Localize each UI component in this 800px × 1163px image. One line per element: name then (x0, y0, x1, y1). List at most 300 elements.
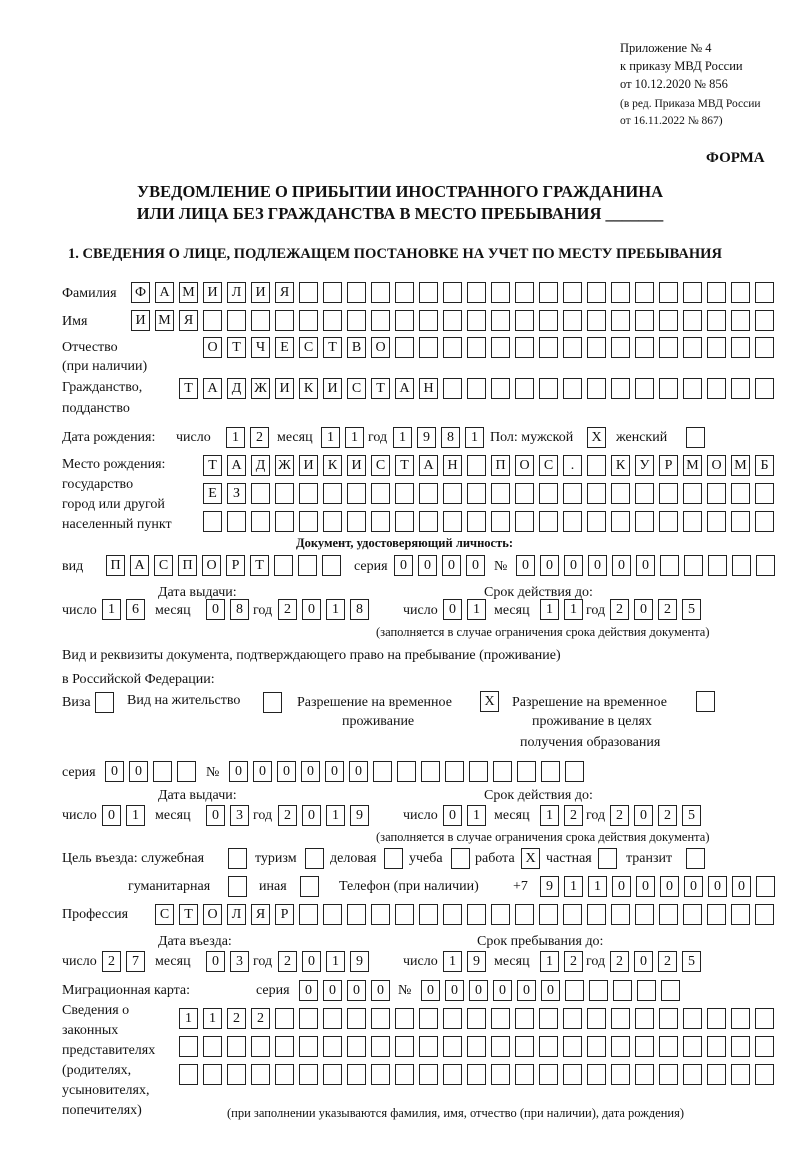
char-box[interactable]: 0 (445, 980, 464, 1001)
char-box[interactable] (731, 1008, 750, 1029)
char-box[interactable] (756, 555, 775, 576)
char-box[interactable] (611, 310, 630, 331)
char-box[interactable]: X (587, 427, 606, 448)
char-box[interactable]: М (683, 455, 702, 476)
char-box[interactable] (491, 378, 510, 399)
char-box[interactable] (275, 1064, 294, 1085)
char-box[interactable]: Я (275, 282, 294, 303)
char-box[interactable]: 3 (230, 951, 249, 972)
char-box[interactable]: С (539, 455, 558, 476)
char-box[interactable] (299, 282, 318, 303)
char-box[interactable] (731, 1036, 750, 1057)
char-box[interactable] (731, 282, 750, 303)
char-box[interactable] (469, 761, 488, 782)
char-box[interactable] (419, 1064, 438, 1085)
char-box[interactable] (371, 904, 390, 925)
char-box[interactable] (611, 1036, 630, 1057)
char-box[interactable]: Я (179, 310, 198, 331)
char-box[interactable]: 1 (203, 1008, 222, 1029)
char-box[interactable] (659, 337, 678, 358)
char-box[interactable]: Т (203, 455, 222, 476)
char-box[interactable] (323, 282, 342, 303)
char-box[interactable] (587, 337, 606, 358)
char-box[interactable] (95, 692, 114, 713)
char-box[interactable]: Д (227, 378, 246, 399)
char-box[interactable]: 0 (636, 876, 655, 897)
char-box[interactable]: 1 (326, 951, 345, 972)
char-box[interactable]: 0 (323, 980, 342, 1001)
char-box[interactable] (686, 848, 705, 869)
char-box[interactable]: 0 (277, 761, 296, 782)
char-box[interactable] (491, 1036, 510, 1057)
char-box[interactable] (732, 555, 751, 576)
char-box[interactable] (539, 1036, 558, 1057)
char-box[interactable] (227, 511, 246, 532)
char-box[interactable] (707, 1036, 726, 1057)
char-box[interactable] (659, 483, 678, 504)
char-box[interactable]: 0 (517, 980, 536, 1001)
char-box[interactable] (539, 511, 558, 532)
char-box[interactable]: Е (203, 483, 222, 504)
char-box[interactable] (598, 848, 617, 869)
char-box[interactable] (611, 904, 630, 925)
char-box[interactable] (467, 282, 486, 303)
char-box[interactable] (395, 904, 414, 925)
char-box[interactable]: 2 (610, 599, 629, 620)
char-box[interactable]: 9 (350, 805, 369, 826)
char-box[interactable]: А (227, 455, 246, 476)
char-box[interactable] (467, 483, 486, 504)
char-box[interactable]: 8 (441, 427, 460, 448)
char-box[interactable] (275, 483, 294, 504)
char-box[interactable] (563, 1064, 582, 1085)
char-box[interactable] (731, 378, 750, 399)
char-box[interactable]: 2 (658, 599, 677, 620)
char-box[interactable]: 0 (516, 555, 535, 576)
char-box[interactable] (419, 1036, 438, 1057)
char-box[interactable] (228, 876, 247, 897)
char-box[interactable] (445, 761, 464, 782)
char-box[interactable] (515, 1008, 534, 1029)
char-box[interactable] (587, 378, 606, 399)
char-box[interactable]: 1 (443, 951, 462, 972)
char-box[interactable] (203, 1064, 222, 1085)
char-box[interactable]: М (731, 455, 750, 476)
char-box[interactable]: О (203, 337, 222, 358)
char-box[interactable] (323, 1064, 342, 1085)
char-box[interactable]: М (179, 282, 198, 303)
char-box[interactable] (563, 904, 582, 925)
char-box[interactable] (419, 511, 438, 532)
char-box[interactable] (515, 310, 534, 331)
char-box[interactable]: К (299, 378, 318, 399)
char-box[interactable]: 9 (467, 951, 486, 972)
char-box[interactable] (611, 483, 630, 504)
char-box[interactable]: 0 (302, 951, 321, 972)
char-box[interactable]: 1 (540, 599, 559, 620)
char-box[interactable] (371, 282, 390, 303)
char-box[interactable]: 0 (636, 555, 655, 576)
char-box[interactable] (539, 483, 558, 504)
char-box[interactable] (660, 555, 679, 576)
char-box[interactable] (323, 511, 342, 532)
char-box[interactable] (299, 483, 318, 504)
char-box[interactable] (539, 1064, 558, 1085)
char-box[interactable]: 0 (229, 761, 248, 782)
char-box[interactable] (491, 1064, 510, 1085)
char-box[interactable]: Т (179, 378, 198, 399)
char-box[interactable] (515, 904, 534, 925)
char-box[interactable] (635, 1008, 654, 1029)
char-box[interactable] (635, 511, 654, 532)
char-box[interactable] (443, 511, 462, 532)
char-box[interactable]: Н (443, 455, 462, 476)
char-box[interactable]: 1 (226, 427, 245, 448)
char-box[interactable] (587, 282, 606, 303)
char-box[interactable] (515, 378, 534, 399)
char-box[interactable] (299, 310, 318, 331)
char-box[interactable]: 0 (469, 980, 488, 1001)
char-box[interactable]: 0 (302, 599, 321, 620)
char-box[interactable]: А (203, 378, 222, 399)
char-box[interactable] (539, 904, 558, 925)
char-box[interactable]: 0 (541, 980, 560, 1001)
char-box[interactable]: 0 (206, 599, 225, 620)
char-box[interactable] (395, 282, 414, 303)
char-box[interactable] (323, 1036, 342, 1057)
char-box[interactable] (541, 761, 560, 782)
char-box[interactable]: 2 (251, 1008, 270, 1029)
char-box[interactable]: С (299, 337, 318, 358)
char-box[interactable] (347, 1008, 366, 1029)
char-box[interactable]: 9 (350, 951, 369, 972)
char-box[interactable] (371, 511, 390, 532)
char-box[interactable] (563, 378, 582, 399)
char-box[interactable] (227, 1064, 246, 1085)
char-box[interactable] (587, 1036, 606, 1057)
char-box[interactable] (491, 904, 510, 925)
char-box[interactable] (635, 337, 654, 358)
char-box[interactable] (305, 848, 324, 869)
char-box[interactable] (443, 1008, 462, 1029)
char-box[interactable]: К (323, 455, 342, 476)
char-box[interactable] (611, 1008, 630, 1029)
char-box[interactable]: 0 (660, 876, 679, 897)
char-box[interactable]: О (371, 337, 390, 358)
char-box[interactable] (686, 427, 705, 448)
char-box[interactable]: А (155, 282, 174, 303)
char-box[interactable]: А (130, 555, 149, 576)
char-box[interactable] (659, 282, 678, 303)
char-box[interactable] (755, 282, 774, 303)
char-box[interactable] (613, 980, 632, 1001)
char-box[interactable] (565, 980, 584, 1001)
char-box[interactable]: 0 (421, 980, 440, 1001)
char-box[interactable] (228, 848, 247, 869)
char-box[interactable]: 1 (326, 805, 345, 826)
char-box[interactable] (443, 282, 462, 303)
char-box[interactable]: И (203, 282, 222, 303)
char-box[interactable]: Ж (275, 455, 294, 476)
char-box[interactable] (731, 310, 750, 331)
char-box[interactable] (611, 511, 630, 532)
char-box[interactable]: 0 (588, 555, 607, 576)
char-box[interactable] (755, 1036, 774, 1057)
char-box[interactable] (587, 310, 606, 331)
char-box[interactable] (467, 511, 486, 532)
char-box[interactable] (467, 337, 486, 358)
char-box[interactable] (587, 1008, 606, 1029)
char-box[interactable] (539, 337, 558, 358)
char-box[interactable] (347, 483, 366, 504)
char-box[interactable] (707, 904, 726, 925)
char-box[interactable] (683, 904, 702, 925)
char-box[interactable] (587, 904, 606, 925)
char-box[interactable] (323, 1008, 342, 1029)
char-box[interactable]: 0 (302, 805, 321, 826)
char-box[interactable]: 1 (564, 876, 583, 897)
char-box[interactable] (755, 378, 774, 399)
char-box[interactable]: Ч (251, 337, 270, 358)
char-box[interactable] (539, 282, 558, 303)
char-box[interactable] (395, 310, 414, 331)
char-box[interactable]: 1 (540, 805, 559, 826)
char-box[interactable]: 0 (129, 761, 148, 782)
char-box[interactable] (611, 378, 630, 399)
char-box[interactable]: С (154, 555, 173, 576)
char-box[interactable] (683, 310, 702, 331)
char-box[interactable] (384, 848, 403, 869)
char-box[interactable]: 0 (253, 761, 272, 782)
char-box[interactable] (347, 1064, 366, 1085)
char-box[interactable] (251, 1036, 270, 1057)
char-box[interactable] (589, 980, 608, 1001)
char-box[interactable]: 1 (126, 805, 145, 826)
char-box[interactable] (275, 1036, 294, 1057)
char-box[interactable]: 0 (634, 805, 653, 826)
char-box[interactable]: 2 (658, 951, 677, 972)
char-box[interactable]: В (347, 337, 366, 358)
char-box[interactable] (563, 310, 582, 331)
char-box[interactable]: И (299, 455, 318, 476)
char-box[interactable]: 0 (443, 805, 462, 826)
char-box[interactable] (683, 511, 702, 532)
char-box[interactable]: 1 (345, 427, 364, 448)
char-box[interactable]: 5 (682, 805, 701, 826)
char-box[interactable]: 0 (442, 555, 461, 576)
char-box[interactable] (443, 337, 462, 358)
char-box[interactable]: Н (419, 378, 438, 399)
char-box[interactable] (251, 1064, 270, 1085)
char-box[interactable] (707, 1064, 726, 1085)
char-box[interactable] (659, 378, 678, 399)
char-box[interactable] (683, 282, 702, 303)
char-box[interactable]: 0 (466, 555, 485, 576)
char-box[interactable] (275, 1008, 294, 1029)
char-box[interactable] (683, 1036, 702, 1057)
char-box[interactable] (177, 761, 196, 782)
char-box[interactable] (563, 1036, 582, 1057)
char-box[interactable]: 1 (540, 951, 559, 972)
char-box[interactable] (587, 483, 606, 504)
char-box[interactable] (275, 310, 294, 331)
char-box[interactable] (515, 1064, 534, 1085)
char-box[interactable]: Т (227, 337, 246, 358)
char-box[interactable] (371, 1008, 390, 1029)
char-box[interactable] (203, 1036, 222, 1057)
char-box[interactable]: 0 (206, 805, 225, 826)
char-box[interactable] (443, 310, 462, 331)
char-box[interactable]: 2 (250, 427, 269, 448)
char-box[interactable] (635, 378, 654, 399)
char-box[interactable]: 0 (299, 980, 318, 1001)
char-box[interactable]: 2 (227, 1008, 246, 1029)
char-box[interactable] (491, 337, 510, 358)
char-box[interactable] (347, 1036, 366, 1057)
char-box[interactable] (251, 483, 270, 504)
char-box[interactable] (635, 904, 654, 925)
char-box[interactable] (659, 1008, 678, 1029)
char-box[interactable] (659, 511, 678, 532)
char-box[interactable]: Ф (131, 282, 150, 303)
char-box[interactable]: 7 (126, 951, 145, 972)
char-box[interactable]: 0 (634, 599, 653, 620)
char-box[interactable]: Р (659, 455, 678, 476)
char-box[interactable] (251, 310, 270, 331)
char-box[interactable]: 2 (278, 599, 297, 620)
char-box[interactable]: О (707, 455, 726, 476)
char-box[interactable] (491, 483, 510, 504)
char-box[interactable] (756, 876, 775, 897)
char-box[interactable]: Б (755, 455, 774, 476)
char-box[interactable] (227, 310, 246, 331)
char-box[interactable]: 0 (612, 555, 631, 576)
char-box[interactable] (491, 511, 510, 532)
char-box[interactable] (635, 282, 654, 303)
char-box[interactable]: 0 (540, 555, 559, 576)
char-box[interactable] (371, 310, 390, 331)
char-box[interactable]: О (203, 904, 222, 925)
char-box[interactable] (611, 337, 630, 358)
char-box[interactable]: 1 (588, 876, 607, 897)
char-box[interactable] (637, 980, 656, 1001)
char-box[interactable] (227, 1036, 246, 1057)
char-box[interactable] (755, 483, 774, 504)
char-box[interactable]: 0 (708, 876, 727, 897)
char-box[interactable]: 1 (467, 599, 486, 620)
char-box[interactable] (179, 1064, 198, 1085)
char-box[interactable]: 9 (417, 427, 436, 448)
char-box[interactable] (275, 511, 294, 532)
char-box[interactable] (299, 904, 318, 925)
char-box[interactable]: 0 (634, 951, 653, 972)
char-box[interactable] (251, 511, 270, 532)
char-box[interactable]: 2 (564, 951, 583, 972)
char-box[interactable]: Т (250, 555, 269, 576)
char-box[interactable] (635, 1064, 654, 1085)
char-box[interactable] (467, 1064, 486, 1085)
char-box[interactable]: 9 (540, 876, 559, 897)
char-box[interactable]: П (178, 555, 197, 576)
char-box[interactable] (661, 980, 680, 1001)
char-box[interactable]: И (251, 282, 270, 303)
char-box[interactable] (419, 337, 438, 358)
char-box[interactable] (179, 1036, 198, 1057)
char-box[interactable] (419, 483, 438, 504)
char-box[interactable] (563, 511, 582, 532)
char-box[interactable] (467, 1036, 486, 1057)
char-box[interactable]: 8 (230, 599, 249, 620)
char-box[interactable] (395, 1064, 414, 1085)
char-box[interactable] (659, 1036, 678, 1057)
char-box[interactable] (395, 483, 414, 504)
char-box[interactable] (347, 310, 366, 331)
char-box[interactable] (299, 1036, 318, 1057)
char-box[interactable] (731, 904, 750, 925)
char-box[interactable]: 0 (102, 805, 121, 826)
char-box[interactable] (683, 1064, 702, 1085)
char-box[interactable]: . (563, 455, 582, 476)
char-box[interactable]: 0 (612, 876, 631, 897)
char-box[interactable] (395, 511, 414, 532)
char-box[interactable] (707, 483, 726, 504)
char-box[interactable]: Ж (251, 378, 270, 399)
char-box[interactable]: 8 (350, 599, 369, 620)
char-box[interactable] (299, 1064, 318, 1085)
char-box[interactable]: Р (275, 904, 294, 925)
char-box[interactable] (299, 511, 318, 532)
char-box[interactable] (323, 483, 342, 504)
char-box[interactable]: 0 (564, 555, 583, 576)
char-box[interactable]: К (611, 455, 630, 476)
char-box[interactable]: Л (227, 904, 246, 925)
char-box[interactable] (563, 483, 582, 504)
char-box[interactable] (683, 483, 702, 504)
char-box[interactable] (491, 1008, 510, 1029)
char-box[interactable] (467, 378, 486, 399)
char-box[interactable]: 0 (371, 980, 390, 1001)
char-box[interactable]: З (227, 483, 246, 504)
char-box[interactable] (707, 337, 726, 358)
char-box[interactable] (515, 483, 534, 504)
char-box[interactable]: 1 (179, 1008, 198, 1029)
char-box[interactable] (347, 904, 366, 925)
char-box[interactable] (419, 1008, 438, 1029)
char-box[interactable] (731, 337, 750, 358)
char-box[interactable]: О (202, 555, 221, 576)
char-box[interactable] (611, 1064, 630, 1085)
char-box[interactable] (515, 511, 534, 532)
char-box[interactable]: X (480, 691, 499, 712)
char-box[interactable]: О (515, 455, 534, 476)
char-box[interactable] (563, 1008, 582, 1029)
char-box[interactable] (263, 692, 282, 713)
char-box[interactable]: 2 (564, 805, 583, 826)
char-box[interactable] (373, 761, 392, 782)
char-box[interactable]: 2 (102, 951, 121, 972)
char-box[interactable]: 1 (102, 599, 121, 620)
char-box[interactable] (298, 555, 317, 576)
char-box[interactable] (203, 310, 222, 331)
char-box[interactable]: 1 (465, 427, 484, 448)
char-box[interactable] (443, 483, 462, 504)
char-box[interactable] (683, 337, 702, 358)
char-box[interactable] (731, 1064, 750, 1085)
char-box[interactable]: 0 (349, 761, 368, 782)
char-box[interactable]: И (347, 455, 366, 476)
char-box[interactable] (443, 1064, 462, 1085)
char-box[interactable] (299, 1008, 318, 1029)
